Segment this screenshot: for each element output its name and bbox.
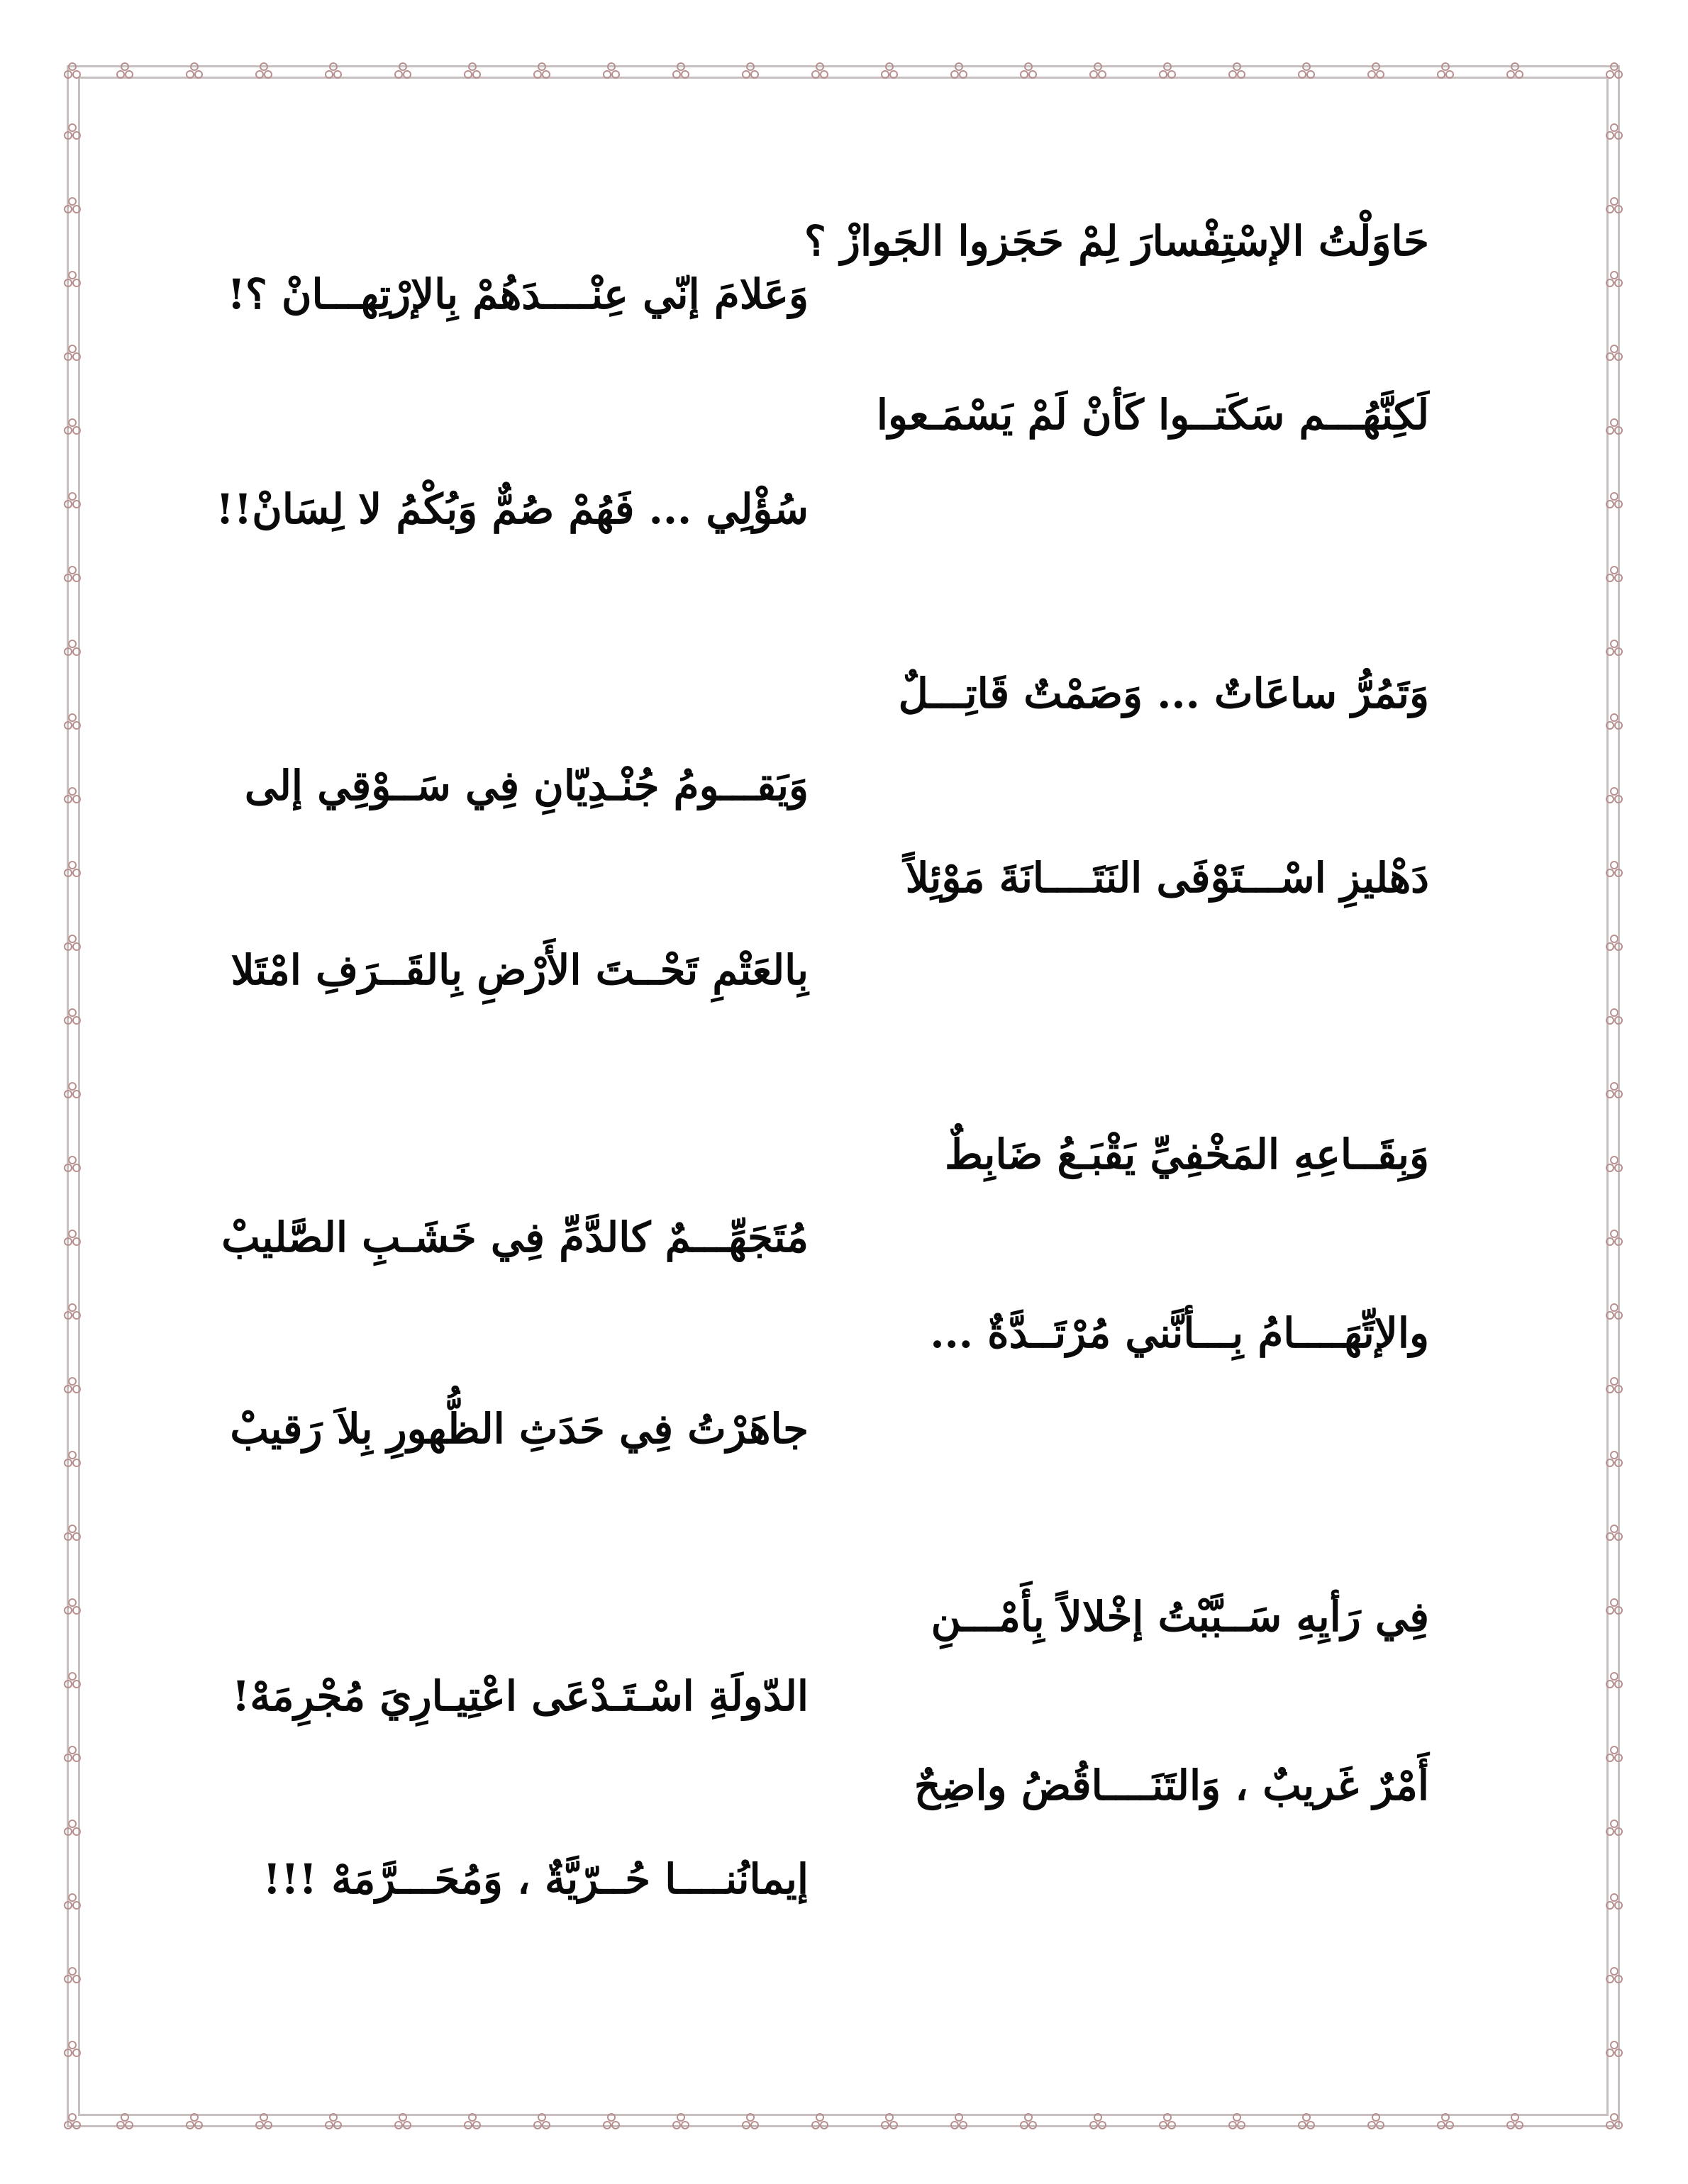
trefoil-dots-icon bbox=[1606, 1894, 1622, 1909]
trefoil-dots-icon bbox=[1606, 1230, 1622, 1245]
trefoil-dots-icon bbox=[1606, 1746, 1622, 1761]
trefoil-dots-icon bbox=[395, 63, 411, 78]
verse-line: حَاوَلْتُ الإسْتِفْسارَ لِمْ حَجَزوا الجَوازْ ؟ bbox=[804, 217, 1429, 265]
trefoil-dots-icon bbox=[395, 2114, 411, 2129]
trefoil-dots-icon bbox=[951, 63, 967, 78]
trefoil-dots-icon bbox=[65, 1968, 80, 1983]
trefoil-dots-icon bbox=[326, 2114, 341, 2129]
trefoil-dots-icon bbox=[812, 2114, 828, 2129]
verse-line: مُتَجَهِّـــمٌ كالدَّمِّ فِي خَشَـبِ الصَّليبْ bbox=[221, 1213, 809, 1261]
trefoil-dots-icon bbox=[1606, 1968, 1622, 1983]
trefoil-dots-icon bbox=[65, 63, 80, 78]
trefoil-dots-icon bbox=[1021, 63, 1036, 78]
trefoil-dots-icon bbox=[256, 2114, 272, 2129]
trefoil-dots-icon bbox=[65, 935, 80, 950]
trefoil-dots-icon bbox=[1606, 788, 1622, 803]
trefoil-dots-icon bbox=[65, 1157, 80, 1171]
trefoil-dots-icon bbox=[187, 2114, 202, 2129]
trefoil-dots-icon bbox=[65, 788, 80, 803]
trefoil-dots-icon bbox=[1606, 1083, 1622, 1098]
trefoil-dots-icon bbox=[65, 1599, 80, 1614]
trefoil-dots-icon bbox=[1606, 1304, 1622, 1319]
verse-line: إيمانُنــــا حُــرّيَّةٌ ، وَمُحَـــرَّمَهْ !!! bbox=[262, 1855, 809, 1903]
trefoil-dots-icon bbox=[65, 1083, 80, 1098]
trefoil-dots-icon bbox=[1507, 63, 1523, 78]
trefoil-dots-icon bbox=[534, 2114, 550, 2129]
trefoil-dots-icon bbox=[1606, 1378, 1622, 1393]
trefoil-dots-icon bbox=[1606, 1673, 1622, 1688]
trefoil-dots-icon bbox=[1606, 1820, 1622, 1835]
trefoil-dots-icon bbox=[1606, 198, 1622, 213]
trefoil-dots-icon bbox=[65, 2041, 80, 2056]
trefoil-dots-icon bbox=[256, 63, 272, 78]
trefoil-dots-icon bbox=[1090, 2114, 1106, 2129]
trefoil-dots-icon bbox=[1606, 1599, 1622, 1614]
verse-line: وَتَمُرُّ ساعَاتٌ ... وَصَمْتٌ قَاتِـــلٌ bbox=[898, 669, 1429, 718]
trefoil-dots-icon bbox=[65, 1230, 80, 1245]
verse-line: وَيَقـــومُ جُنْـدِيّانِ فِي سَــوْقِي إلى bbox=[244, 762, 809, 810]
trefoil-dots-icon bbox=[65, 714, 80, 729]
trefoil-dots-icon bbox=[743, 2114, 758, 2129]
trefoil-dots-icon bbox=[1606, 640, 1622, 655]
trefoil-dots-icon bbox=[882, 63, 897, 78]
trefoil-dots-icon bbox=[1606, 935, 1622, 950]
verse-line: والإتِّهَــــامُ بِـــأنَّني مُرْتَــدَّةٌ ... bbox=[930, 1309, 1429, 1357]
verse-line: أَمْرٌ غَريبٌ ، وَالتَنَــــاقُضُ واضِحٌ bbox=[914, 1761, 1429, 1810]
trefoil-dots-icon bbox=[1606, 567, 1622, 581]
trefoil-dots-icon bbox=[1160, 63, 1175, 78]
trefoil-dots-icon bbox=[1606, 1009, 1622, 1024]
trefoil-dots-icon bbox=[1299, 2114, 1314, 2129]
trefoil-dots-icon bbox=[65, 272, 80, 286]
trefoil-dots-icon bbox=[65, 862, 80, 876]
trefoil-dots-icon bbox=[1606, 1452, 1622, 1466]
verse-line: وَعَلامَ إنّي عِنْــــدَهُمْ بِالإرْتِهـــانْ ؟! bbox=[227, 270, 809, 318]
trefoil-dots-icon bbox=[1160, 2114, 1175, 2129]
trefoil-dots-icon bbox=[1090, 63, 1106, 78]
trefoil-dots-icon bbox=[951, 2114, 967, 2129]
trefoil-dots-icon bbox=[1606, 419, 1622, 434]
trefoil-dots-icon bbox=[187, 63, 202, 78]
trefoil-dots-icon bbox=[882, 2114, 897, 2129]
trefoil-dots-icon bbox=[1299, 63, 1314, 78]
trefoil-dots-icon bbox=[65, 124, 80, 139]
trefoil-dots-icon bbox=[65, 493, 80, 508]
trefoil-dots-icon bbox=[65, 1009, 80, 1024]
trefoil-dots-icon bbox=[743, 63, 758, 78]
verse-line: الدّولَةِ اسْـتَـدْعَى اعْتِيـارِيَ مُجْرِمَهْ! bbox=[231, 1672, 809, 1720]
trefoil-dots-icon bbox=[65, 419, 80, 434]
verse-line: دَهْليزِ اسْـــتَوْفَى النَتَــــانَةَ مَوْئِلاً bbox=[905, 854, 1429, 902]
trefoil-dots-icon bbox=[326, 63, 341, 78]
trefoil-dots-icon bbox=[65, 640, 80, 655]
verse-line: سُؤْلِي ... فَهُمْ صُمٌّ وَبُكْمُ لا لِسَانْ!! bbox=[216, 485, 809, 533]
trefoil-dots-icon bbox=[65, 1378, 80, 1393]
trefoil-dots-icon bbox=[1606, 345, 1622, 360]
trefoil-dots-icon bbox=[65, 1820, 80, 1835]
verse-line: وَبِقَــاعِهِ المَخْفِيِّ يَقْبَـعُ ضَابِطٌ bbox=[945, 1130, 1429, 1179]
trefoil-dots-icon bbox=[65, 1452, 80, 1466]
trefoil-dots-icon bbox=[1021, 2114, 1036, 2129]
trefoil-dots-icon bbox=[65, 1746, 80, 1761]
trefoil-dots-icon bbox=[65, 567, 80, 581]
trefoil-dots-icon bbox=[65, 1894, 80, 1909]
trefoil-dots-icon bbox=[1507, 2114, 1523, 2129]
trefoil-dots-icon bbox=[534, 63, 550, 78]
verse-line: جاهَرْتُ فِي حَدَثِ الظُّهورِ بِلاَ رَقيبْ bbox=[230, 1405, 809, 1453]
trefoil-dots-icon bbox=[1606, 493, 1622, 508]
trefoil-dots-icon bbox=[1606, 272, 1622, 286]
verse-line: لَكِنَّهُـــم سَكَتــوا كَأنْ لَمْ يَسْمَـعوا bbox=[876, 391, 1429, 439]
trefoil-dots-icon bbox=[465, 63, 480, 78]
trefoil-dots-icon bbox=[1606, 124, 1622, 139]
trefoil-dots-icon bbox=[673, 2114, 689, 2129]
trefoil-dots-icon bbox=[117, 2114, 133, 2129]
trefoil-dots-icon bbox=[65, 345, 80, 360]
verse-line: بِالعَتْمِ تَحْــتَ الأَرْضِ بِالقَــرَفِ امْتَلا bbox=[231, 946, 809, 994]
trefoil-dots-icon bbox=[1438, 2114, 1453, 2129]
trefoil-dots-icon bbox=[1368, 63, 1384, 78]
trefoil-dots-icon bbox=[1606, 2041, 1622, 2056]
trefoil-dots-icon bbox=[604, 63, 619, 78]
trefoil-dots-icon bbox=[1368, 2114, 1384, 2129]
trefoil-dots-icon bbox=[1606, 1525, 1622, 1540]
trefoil-dots-icon bbox=[65, 1304, 80, 1319]
verse-line: فِي رَأيِهِ سَــبَّبْتُ إخْلالاً بِأَمْـــنِ bbox=[931, 1593, 1429, 1641]
trefoil-dots-icon bbox=[1229, 2114, 1245, 2129]
trefoil-dots-icon bbox=[604, 2114, 619, 2129]
trefoil-dots-icon bbox=[1606, 862, 1622, 876]
trefoil-dots-icon bbox=[1229, 63, 1245, 78]
trefoil-dots-icon bbox=[1438, 63, 1453, 78]
trefoil-dots-icon bbox=[65, 1673, 80, 1688]
trefoil-dots-icon bbox=[65, 198, 80, 213]
trefoil-dots-icon bbox=[1606, 63, 1622, 78]
trefoil-dots-icon bbox=[1606, 2114, 1622, 2129]
trefoil-dots-icon bbox=[65, 2114, 80, 2129]
trefoil-dots-icon bbox=[812, 63, 828, 78]
trefoil-dots-icon bbox=[465, 2114, 480, 2129]
trefoil-dots-icon bbox=[673, 63, 689, 78]
trefoil-dots-icon bbox=[1606, 1157, 1622, 1171]
trefoil-dots-icon bbox=[1606, 714, 1622, 729]
trefoil-dots-icon bbox=[117, 63, 133, 78]
trefoil-dots-icon bbox=[65, 1525, 80, 1540]
